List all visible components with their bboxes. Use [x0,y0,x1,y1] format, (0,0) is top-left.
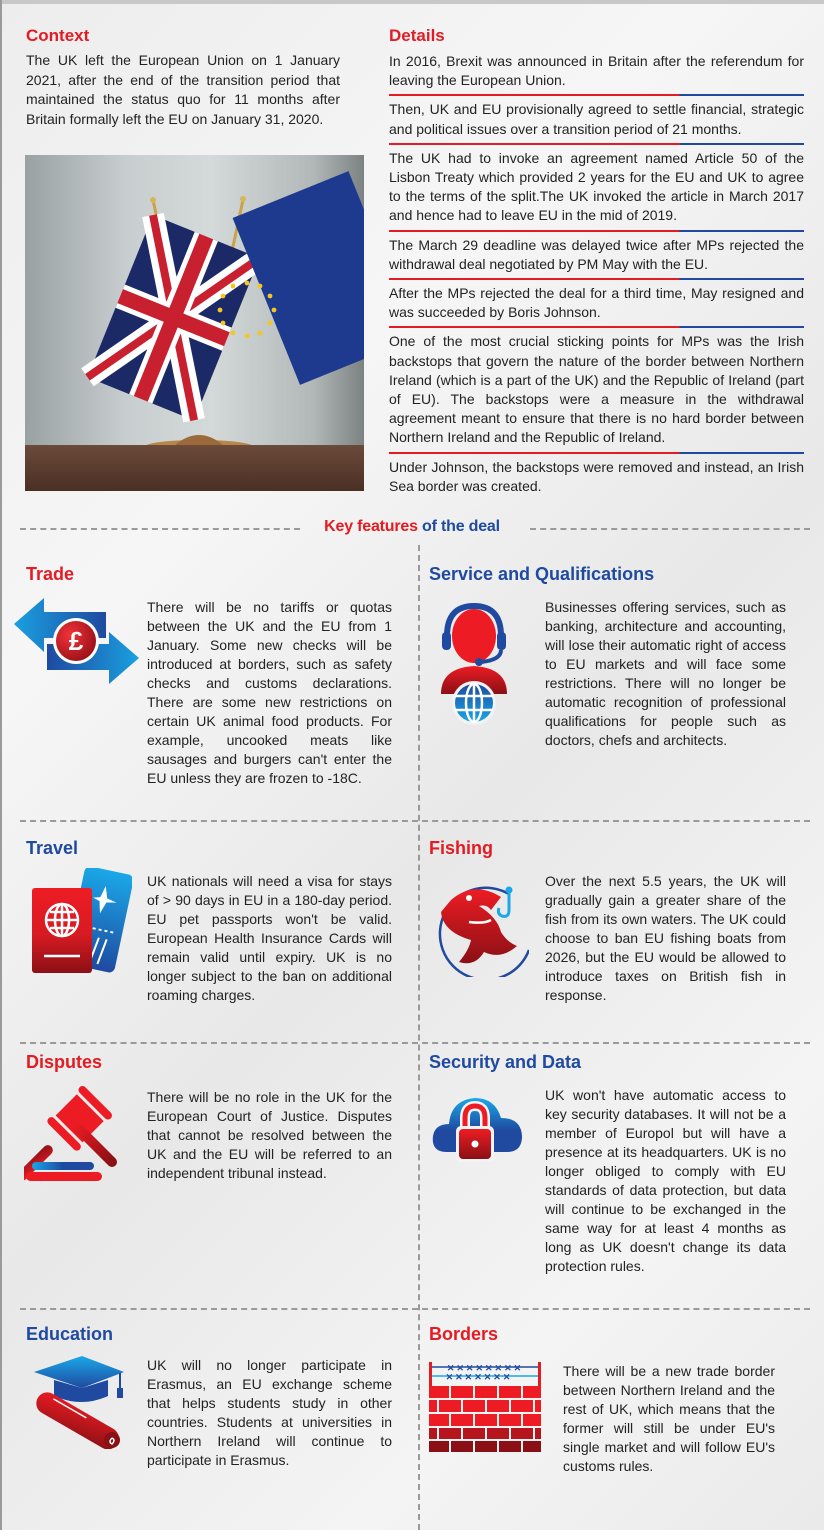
detail-divider [389,230,804,232]
uk-eu-flags-photo [25,155,364,491]
svg-text:✕✕✕✕✕✕✕: ✕✕✕✕✕✕✕ [445,1372,513,1382]
feature-title: Trade [26,564,75,584]
feature-title: Borders [429,1324,499,1344]
feature-body: UK won't have automatic access to key security databases. It will not be a member of Europol but will have a presence at its headquarters. UK is no longer obliged to comply with EU standards of data protection, but data will continue to be exchanged in the same way for at least 4 months as long as UK doesn't change its data protection rules. [545,1087,786,1274]
flags-illustration [25,155,364,491]
feature-title: Travel [26,838,79,858]
fish-hook-icon [429,872,529,982]
detail-item: After the MPs rejected the deal for a third time, May resigned and was succeeded by Boris Johnson. [389,285,804,321]
feature-trade [26,564,396,814]
svg-text:✕✕✕✕✕✕✕✕: ✕✕✕✕✕✕✕✕ [446,1363,524,1373]
frame-left-border [0,0,2,1530]
context-body: The UK left the European Union on 1 January 2021, after the end of the transition period that maintained the status quo for 11 months after Britain formally left the EU on January 31, 2020. [26,52,340,127]
feature-title: Education [26,1324,114,1344]
brick-wall-barbed-wire-icon [429,1362,541,1457]
feature-body: UK nationals will need a visa for stays of > 90 days in EU in a 180-day period. EU pet passports won't be valid. European Health Insurance Cards will remain valid until expiry. UK is no longer subject to the ban on additional roaming charges. [147,873,392,1003]
feature-title: Service and Qualifications [429,564,655,584]
feature-body: There will be no tariffs or quotas between the UK and the EU from 1 January. Some new checks will be introduced at borders, such as safety checks and customs declarations. There are some new restrictions on certain UK animal food products. For example, uncooked meats like sausages and burgers can't enter the EU unless they are frozen to -18C. [147,599,392,786]
feature-body: Over the next 5.5 years, the UK will gradually gain a greater share of the fish from its own waters. The UK could choose to ban EU fishing boats from 2026, but the EU would be allowed to introduce taxes on British fish in response. [545,873,786,1003]
feature-security-and-data [429,1052,799,1302]
feature-body: There will be a new trade border between Northern Ireland and the rest of UK, which means that the former will still be under EU's single market and will follow EU's customs rules. [563,1363,775,1474]
details-section [389,26,804,499]
detail-divider [389,452,804,454]
feature-title: Disputes [26,1052,103,1072]
svg-text:£: £ [68,626,84,656]
feature-travel [26,838,396,1038]
pound-exchange-icon [14,596,139,696]
wooden-desk [25,445,364,491]
context-title: Context [26,26,90,45]
row-divider [20,820,810,822]
feature-fishing [429,838,799,1038]
frame-top-border [0,0,824,4]
detail-divider [389,143,804,145]
detail-divider [389,278,804,280]
feature-service-and-qualifications [429,564,799,814]
feature-body: Businesses offering services, such as banking, architecture and accounting, will lose their automatic right of access to EU markets and will face some restrictions. There will no longer be automatic recognition of professional qualifications for people such as doctors, chefs and architects. [545,599,786,748]
passport-ticket-icon [32,868,132,983]
detail-item: The UK had to invoke an agreement named Article 50 of the Lisbon Treaty which provided 2 years for the EU and UK to agree to the terms of the split.The UK invoked the article in March 2017 and hence had to leave EU in the mid of 2019. [389,149,804,224]
headset-person-globe-icon [429,596,519,731]
feature-borders [429,1324,799,1524]
detail-item: Under Johnson, the backstops were removed and instead, an Irish Sea border was created. [389,458,804,494]
context-section [26,26,340,129]
feature-education [26,1324,396,1524]
detail-item: In 2016, Brexit was announced in Britain after the referendum for leaving the European Union. [389,53,804,89]
graduation-cap-diploma-icon [22,1354,132,1454]
detail-item: One of the most crucial sticking points for MPs was the Irish backstops that govern the nature of the border between Northern Ireland (which is a part of the UK) and the Republic of Ireland (part of EU). The backstops were a measure in the withdrawal agreement meant to ensure that there is no hard border between Northern Ireland and the Republic of Ireland. [389,333,804,446]
row-divider [20,1042,810,1044]
gavel-icon [24,1084,124,1189]
key-features-heading [0,518,824,536]
detail-item: Then, UK and EU provisionally agreed to settle financial, strategic and political issues over a transition period of 21 months. [389,101,804,137]
details-title: Details [389,26,445,45]
cloud-lock-icon [429,1086,525,1181]
feature-body: There will be no role in the UK for the European Court of Justice. Disputes that cannot be resolved between the UK and the EU will be referred to an independent tribunal instead. [147,1089,392,1181]
key-features-heading-red: Key features [324,518,418,535]
key-features-heading-blue: of the deal [417,518,500,535]
feature-title: Security and Data [429,1052,582,1072]
column-divider [418,545,420,1530]
feature-body: UK will no longer participate in Erasmus, an EU exchange scheme that helps students study in other countries. Students at universities in Northern Ireland will continue to participate in Erasmus. [147,1357,392,1468]
detail-divider [389,326,804,328]
feature-title: Fishing [429,838,493,858]
row-divider [20,1308,810,1310]
detail-divider [389,94,804,96]
detail-item: The March 29 deadline was delayed twice after MPs rejected the withdrawal deal negotiated by PM May with the EU. [389,236,804,272]
feature-disputes [26,1052,396,1302]
